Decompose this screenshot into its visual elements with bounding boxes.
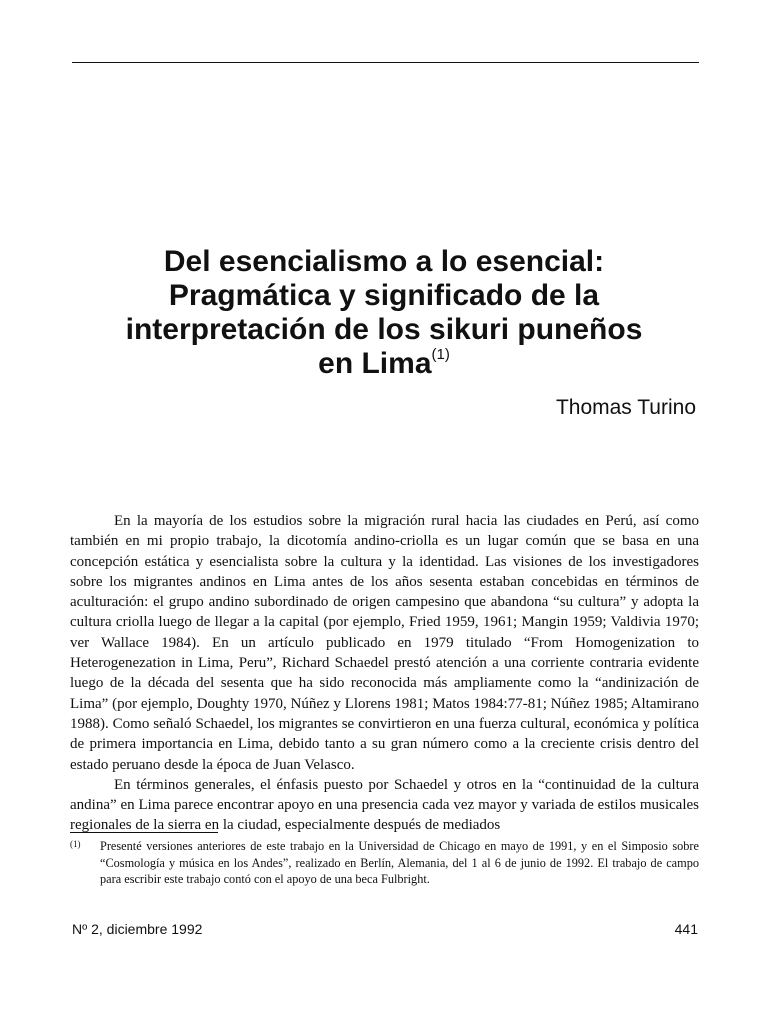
author-name: Thomas Turino: [555, 396, 696, 419]
article-body: [70, 511, 699, 836]
title-line-3: interpretación de los sikuri puneños: [125, 313, 643, 346]
footnote-rule: [70, 832, 218, 833]
page-number: 441: [674, 921, 698, 937]
footnote-text: Presenté versiones anteriores de este trabajo en la Universidad de Chicago en mayo de 1991, y en el Simposio sobre “Cosmología y música en los Andes”, realizado en Berlín, Alemania, del 1 al 6 de junio de 1992. El trabajo de campo para escribir este trabajo contó con el apoyo de una beca Fulbright.: [100, 839, 699, 886]
title-line-4: [40, 347, 728, 381]
issue-label: Nº 2, diciembre 1992: [72, 921, 203, 937]
body-paragraph-1: En la mayoría de los estudios sobre la migración rural hacia las ciudades en Perú, así como también en mi propio trabajo, la dicotomía andino-criolla es un lugar común que se basa en una concepción estática y esencialista sobre la cultura y la identidad. Las visiones de los investigadores sobre los migrantes andinos en Lima antes de los años sesenta estaban concebidas en términos de aculturación: el grupo andino subordinado de origen campesino que abandona “su cultura” y adopta la cultura criolla luego de llegar a la capital (por ejemplo, Fried 1959, 1961; Mangin 1959; Valdivia 1970; ver Wallace 1984). En un artículo publicado en 1979 titulado “From Homogenization to Heterogenezation in Lima, Peru”, Richard Schaedel prestó atención a una corriente contraria evidente luego de la década del sesenta que ha sido reconocida más ampliamente como la “andinización de Lima” (por ejemplo, Doughty 1970, Núñez y Llorens 1981; Matos 1984:77-81; Núñez 1985; Altamirano 1988). Como señaló Schaedel, los migrantes se convirtieron en una fuerza cultural, económica y política de primera importancia en Lima, debido tanto a su gran número como a la creciente crisis dentro del estado peruano desde la época de Juan Velasco.: [70, 513, 699, 773]
title-line-2: Pragmática y significado de la: [168, 279, 600, 312]
title-footnote-ref[interactable]: (1): [431, 346, 450, 363]
article-title: [40, 245, 728, 381]
body-paragraph-2: En términos generales, el énfasis puesto por Schaedel y otros en la “continuidad de la cultura andina” en Lima parece encontrar apoyo en una presencia cada vez mayor y variada de estilos musicales regionales de la sierra en la ciudad, especialmente después de mediados: [70, 776, 699, 834]
footnote: [70, 838, 699, 888]
header-rule: [72, 62, 699, 63]
title-line-4-text: en Lima: [318, 347, 432, 380]
title-line-1: Del esencialismo a lo esencial:: [163, 245, 605, 278]
footnote-marker: (1): [70, 839, 81, 849]
